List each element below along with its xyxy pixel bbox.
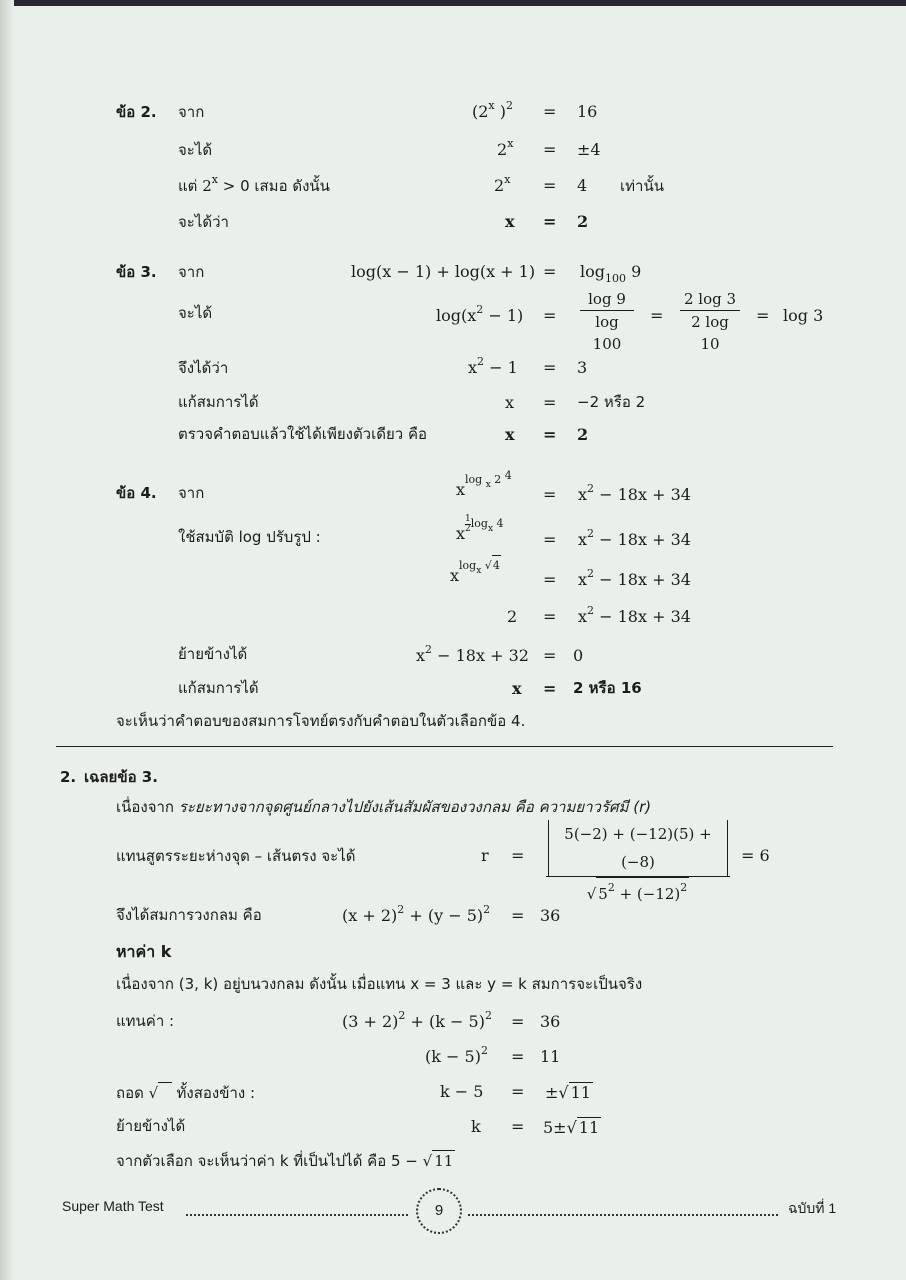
footer-issue: ฉบับที่ 1 bbox=[788, 1200, 837, 1216]
radicand: 11 bbox=[578, 1118, 600, 1137]
q3-label-therefore: จึงได้ว่า bbox=[178, 359, 229, 377]
q4-rhs: $x^2 - 18x + 34$ bbox=[578, 567, 691, 589]
q3-label-check: ตรวจคำตอบแล้วใช้ได้เพียงตัวเดียว คือ bbox=[178, 425, 427, 443]
q2-value: ±4 bbox=[577, 140, 601, 159]
substitution-rhs: 36 bbox=[540, 1012, 561, 1031]
equals-sign: = bbox=[543, 102, 557, 121]
s2-number: 2. bbox=[60, 768, 77, 786]
q4-power-expression: $x^{log _x 2 4}$ bbox=[456, 469, 512, 499]
q2-expression: 2$^x$ bbox=[497, 137, 514, 159]
q3-expression: $\log(x^2 - 1)$ bbox=[436, 303, 524, 325]
equals-sign: = bbox=[511, 1082, 525, 1101]
q3-number: ข้อ 3. bbox=[116, 263, 157, 281]
equals-sign: = bbox=[543, 485, 557, 504]
equals-sign: = bbox=[543, 176, 557, 195]
q3-result: log 3 bbox=[783, 306, 824, 325]
log-text: log bbox=[580, 262, 605, 281]
q3-value: 3 bbox=[577, 358, 588, 377]
expr-part: − 1 bbox=[484, 358, 518, 377]
q3-variable: x bbox=[505, 425, 515, 444]
footer-book-title: Super Math Test bbox=[62, 1198, 164, 1214]
find-k-heading: หาค่า k bbox=[116, 942, 172, 961]
fraction-numerator: 2 log 3 bbox=[680, 288, 740, 311]
expr-part: (x + 2) bbox=[342, 906, 398, 925]
expr-part: − 18x + 34 bbox=[594, 530, 691, 549]
q3-expression: $x^2 - 1$ bbox=[468, 355, 518, 377]
equals-sign: = bbox=[543, 358, 557, 377]
section-divider bbox=[56, 746, 833, 747]
q4-rhs: $x^2 - 18x + 34$ bbox=[578, 482, 691, 504]
fraction-denominator: 2 log 10 bbox=[691, 313, 729, 353]
fraction-2log3-2log10 bbox=[680, 288, 740, 355]
radicand: 11 bbox=[434, 1152, 454, 1170]
square-rhs: 11 bbox=[540, 1047, 561, 1066]
q4-lhs-two: 2 bbox=[507, 607, 518, 626]
equals-sign: = bbox=[543, 607, 557, 626]
s2-distance-label: แทนสูตรระยะห่างจุด – เส้นตรง จะได้ bbox=[116, 847, 356, 865]
expr-part: 5± bbox=[543, 1118, 567, 1137]
equals-sign: = bbox=[543, 212, 557, 231]
root-lhs: k − 5 bbox=[440, 1082, 484, 1101]
expr-part: (k − 5) bbox=[425, 1047, 481, 1066]
q4-label-property: ใช้สมบัติ log ปรับรูป : bbox=[178, 528, 321, 546]
substitution-equation: $(3 + 2)^2 + (k - 5)^2$ bbox=[342, 1009, 492, 1031]
q3-answer: 2 bbox=[577, 425, 589, 444]
fraction-log9-log100 bbox=[580, 288, 634, 355]
q2-condition-text: > 0 เสมอ ดังนั้น bbox=[222, 177, 330, 195]
expr-part: + (y − 5) bbox=[404, 906, 484, 925]
circle-rhs: 36 bbox=[540, 906, 561, 925]
equals-sign: = bbox=[543, 393, 557, 412]
equals-sign: = bbox=[543, 646, 557, 665]
q4-variable: x bbox=[512, 679, 522, 698]
radius-symbol: r bbox=[481, 846, 489, 865]
expr-part: − 18x + 34 bbox=[594, 607, 691, 626]
q4-conclusion: จะเห็นว่าคำตอบของสมการโจทย์ตรงกับคำตอบในตัวเลือกข้อ 4. bbox=[116, 712, 526, 730]
root-rhs: ±√ 11 bbox=[545, 1083, 591, 1102]
equals-sign: = bbox=[543, 262, 557, 281]
expr-part: + (k − 5) bbox=[405, 1012, 485, 1031]
log-base: 100 bbox=[605, 272, 626, 285]
q4-quadratic: $x^2 - 18x + 32$ bbox=[416, 643, 529, 665]
s2-answer-heading: เฉลยข้อ 3. bbox=[84, 768, 158, 786]
equals-sign: = bbox=[650, 306, 664, 325]
q4-rhs: $x^2 - 18x + 34$ bbox=[578, 527, 691, 549]
q4-label-from: จาก bbox=[178, 484, 205, 502]
q2-label-therefore: จะได้ว่า bbox=[178, 213, 229, 231]
q4-answer: 2 หรือ 16 bbox=[573, 679, 642, 697]
q4-number: ข้อ 4. bbox=[116, 484, 157, 502]
q2-label-from: จาก bbox=[178, 103, 205, 121]
plus-minus: ± bbox=[545, 1083, 559, 1102]
q4-value: 0 bbox=[573, 646, 584, 665]
expr-part: − 18x + 34 bbox=[594, 485, 691, 504]
root-label bbox=[116, 1082, 255, 1103]
label-part: ทั้งสองข้าง : bbox=[176, 1084, 256, 1102]
equals-sign: = bbox=[511, 1117, 525, 1136]
equals-sign: = bbox=[543, 570, 557, 589]
q4-rhs: $x^2 - 18x + 34$ bbox=[578, 604, 691, 626]
page-number: 9 bbox=[416, 1188, 462, 1234]
equals-sign: = bbox=[543, 306, 557, 325]
circle-equation: $(x + 2)^2 + (y - 5)^2$ bbox=[342, 903, 491, 925]
q2-condition: แต่ 2$^x$ > 0 เสมอ ดังนั้น bbox=[178, 173, 330, 195]
q2-value: 16 bbox=[577, 102, 598, 121]
equals-sign: = bbox=[543, 425, 557, 444]
q2-label-but: แต่ bbox=[178, 177, 198, 195]
footer-dotted-leader bbox=[468, 1200, 778, 1216]
intro-italic: ระยะทางจากจุดศูนย์กลางไปยังเส้นสัมผัสของวงกลม คือ ความยาวรัศมี (r) bbox=[178, 798, 652, 816]
q3-expression: log(x − 1) + log(x + 1) bbox=[351, 262, 536, 281]
log-arg: 9 bbox=[626, 262, 642, 281]
q4-power-expression: $x^{log_x √4}$ bbox=[450, 566, 501, 589]
q3-variable: x bbox=[505, 393, 515, 412]
q2-label-get: จะได้ bbox=[178, 141, 213, 159]
q4-label-solve: แก้สมการได้ bbox=[178, 679, 259, 697]
equals-sign: = bbox=[511, 1012, 525, 1031]
distance-result: = 6 bbox=[741, 846, 770, 865]
expr-part: log(x bbox=[436, 306, 477, 325]
expr-part: − 18x + 34 bbox=[594, 570, 691, 589]
footer-dotted-leader bbox=[186, 1200, 408, 1216]
equals-sign: = bbox=[756, 306, 770, 325]
denominator-part: + (−12) bbox=[614, 885, 681, 903]
equals-sign: = bbox=[543, 679, 557, 698]
q2-expression: 2$^x$ bbox=[494, 173, 511, 195]
equals-sign: = bbox=[543, 140, 557, 159]
move-lhs: k bbox=[471, 1117, 481, 1136]
label-part: ถอด bbox=[116, 1084, 144, 1102]
q2-value: 4 bbox=[577, 176, 588, 195]
k-intro: เนื่องจาก (3, k) อยู่บนวงกลม ดังนั้น เมื่อแทน x = 3 และ y = k สมการจะเป็นจริง bbox=[116, 975, 643, 993]
q4-power-expression: x $^{\frac{1}{2} log_x 4}$ bbox=[456, 513, 504, 543]
equals-sign: = bbox=[511, 846, 525, 865]
move-label: ย้ายข้างได้ bbox=[116, 1117, 186, 1135]
fraction-numerator: log 9 bbox=[580, 288, 634, 311]
fraction-denominator: log 100 bbox=[592, 313, 622, 353]
q3-solutions: −2 หรือ 2 bbox=[577, 393, 646, 411]
s2-intro bbox=[116, 797, 651, 817]
square-equation: $(k - 5)^2$ bbox=[425, 1044, 488, 1066]
q3-rhs bbox=[580, 262, 641, 284]
q2-number: ข้อ 2. bbox=[116, 103, 157, 121]
equals-sign: = bbox=[511, 1047, 525, 1066]
final-answer: จากตัวเลือก จะเห็นว่าค่า k ที่เป็นไปได้ คือ 5 − √ 11 bbox=[116, 1152, 454, 1170]
q3-label-from: จาก bbox=[178, 263, 205, 281]
expr-part: − 1) bbox=[483, 306, 524, 325]
expr-part: (3 + 2) bbox=[342, 1012, 399, 1031]
q3-label-get: จะได้ bbox=[178, 304, 213, 322]
denominator-part: 5 bbox=[598, 885, 608, 903]
move-rhs: 5±√ 11 bbox=[543, 1118, 600, 1137]
q2-answer: 2 bbox=[577, 212, 589, 231]
substitute-label: แทนค่า : bbox=[116, 1012, 175, 1030]
intro-text: เนื่องจาก bbox=[116, 798, 175, 816]
q2-variable: x bbox=[505, 212, 515, 231]
q2-expression: (2$^x$ )$^2$ bbox=[472, 99, 513, 121]
q2-note-only: เท่านั้น bbox=[620, 177, 664, 195]
expr-part: − 18x + 32 bbox=[432, 646, 529, 665]
sqrt-symbol-icon: √ bbox=[149, 1084, 172, 1102]
equals-sign: = bbox=[543, 530, 557, 549]
final-text: จากตัวเลือก จะเห็นว่าค่า k ที่เป็นไปได้ คือ 5 − bbox=[116, 1152, 423, 1170]
distance-numerator: 5(−2) + (−12)(5) + (−8) bbox=[548, 820, 728, 876]
q3-label-solve: แก้สมการได้ bbox=[178, 393, 259, 411]
radicand: 11 bbox=[570, 1083, 591, 1102]
distance-fraction: $\frac{5(-2) + (-12)(5) + (-8)}{√ 5^2 + (-12)^2}$ bbox=[546, 820, 730, 912]
q4-label-move: ย้ายข้างได้ bbox=[178, 645, 248, 663]
s2-circle-label: จึงได้สมการวงกลม คือ bbox=[116, 906, 262, 924]
equals-sign: = bbox=[511, 906, 525, 925]
